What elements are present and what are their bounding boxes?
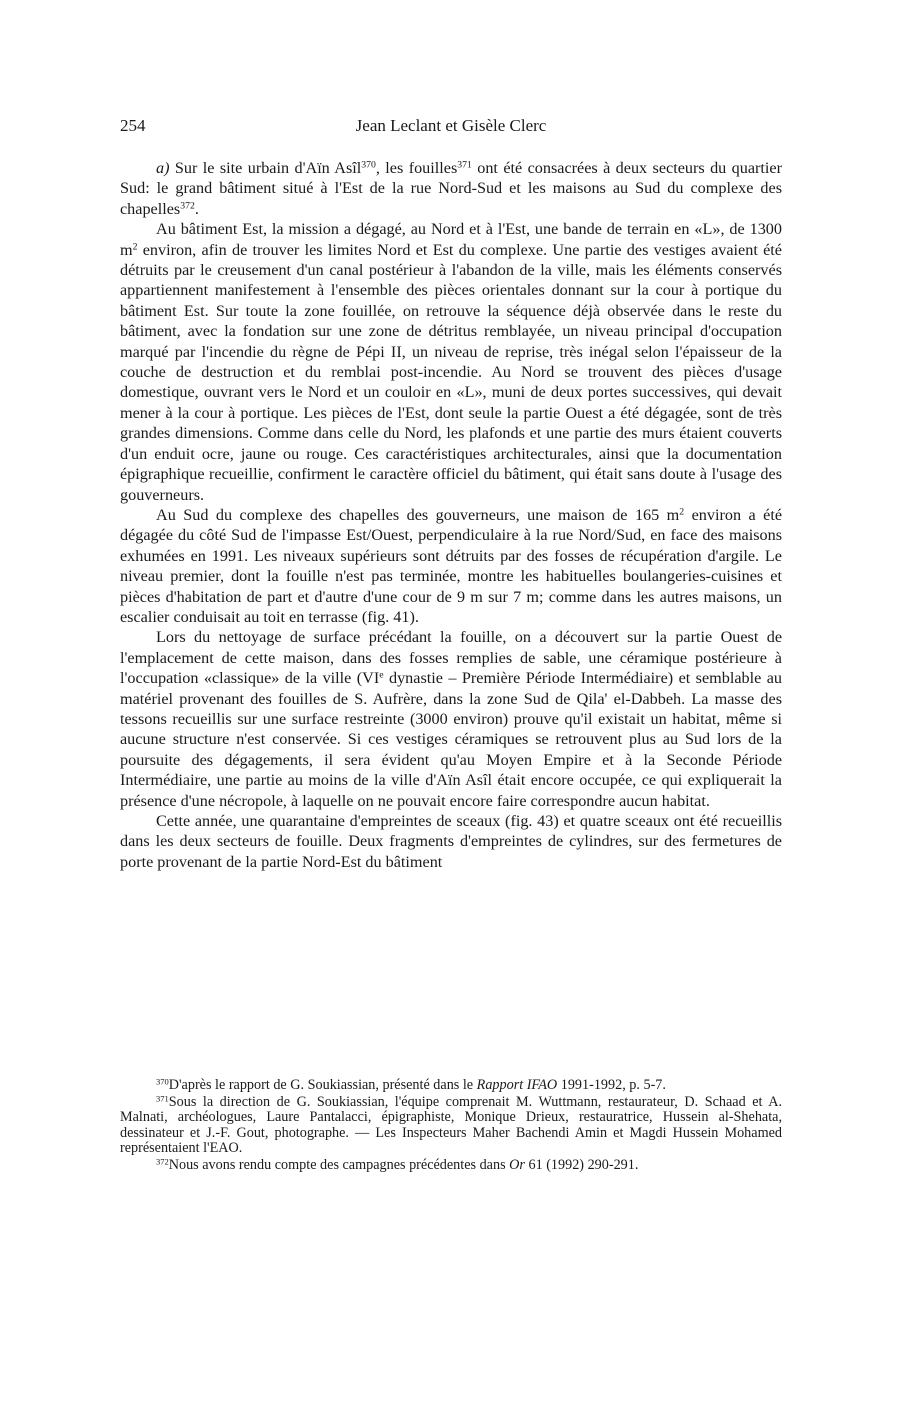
paragraph-5 [120, 811, 782, 872]
text-run: D'après le rapport de G. Soukiassian, présenté dans le [168, 1077, 477, 1093]
journal-title: Or [509, 1156, 525, 1173]
journal-title: Rapport IFAO [476, 1077, 558, 1093]
footnote-370 [120, 1078, 782, 1094]
footnote-371 [120, 1092, 782, 1157]
footnote-ref-370[interactable]: 370 [361, 159, 376, 171]
text-run: Sur le site urbain d'Aïn Asîl [169, 159, 362, 177]
text-run: ont été consacrées à deux secteurs du quartier Sud: le grand bâtiment situé à l'Est de la rue Nord-Sud et les maisons au Sud du complexe des chapelles [120, 159, 782, 218]
text-run: environ a été dégagée du côté Sud de l'impasse Est/Ouest, perpendiculaire à la rue Nord/Sud, en face des maisons exhumées en 1991. Les niveaux supérieurs sont détruits par des fosses de récupération d'argile. Le niveau premier, dont la fouille n'est pas terminée, montre les habituelles boulangeries-cuisines et pièces d'habitation de part et d'autre d'une cour de 9 m sur 7 m; comme dans les autres maisons, un escalier conduisait au toit en terrasse (fig. 41). [120, 505, 783, 626]
paragraph-1 [120, 158, 782, 219]
text-run: Au Sud du complexe des chapelles des gouverneurs, une maison de 165 m [156, 505, 680, 524]
text-run: environ, afin de trouver les limites Nord et Est du complexe. Une partie des vestiges avaient été détruits par le creusement d'un canal postérieur à l'abandon de la ville, mais les éléments conservés appartiennent manifestement à l'ensemble des pièces orientales donnant sur la cour à portique du bâtiment Est. Sur toute la zone fouillée, on retrouve la séquence déjà observée dans le reste du bâtiment, avec la fondation sur une zone de détritus remblayée, un niveau principal d'occupation marqué par l'incendie du règne de Pépi II, un niveau de reprise, très inégal selon l'épaisseur de la couche de destruction et du remblai post-incendie. Au Nord se trouvent des pièces d'usage domestique, ouvrant vers le Nord et un couloir en «L», muni de deux portes successives, qui devait mener à la cour à portique. Les pièces de l'Est, dont seule la partie Ouest a été dégagée, sont de très grandes dimensions. Comme dans celle du Nord, les plafonds et une partie des murs étaient couverts d'un enduit ocre, jaune ou rouge. Ces caractéristiques architecturales, ainsi que la documentation épigraphique recueillie, confirment le caractère officiel du bâtiment, qui était sans doute à l'usage des gouverneurs. [120, 240, 782, 504]
paragraph-3 [120, 505, 782, 627]
footnote-number: 371 [156, 1092, 169, 1103]
text-run: Lors du nettoyage de surface précédant la fouille, on a découvert sur la partie Ouest de l'emplacement de cette maison, dans des fosses remplies de sable, une céramique postérieure à l'occupation «classique» de la ville (VI [120, 628, 782, 688]
superscript: e [379, 669, 384, 681]
footnote-number: 372 [156, 1156, 169, 1167]
text-run: 1991-1992, p. 5-7. [557, 1077, 666, 1093]
footnote-ref-371[interactable]: 371 [457, 159, 472, 171]
text-run: Cette année, une quarantaine d'empreintes de sceaux (fig. 43) et quatre sceaux ont été recueillis dans les deux secteurs de fouille. Deux fragments d'empreintes de cylindres, sur des fermetures de porte provenant de la partie Nord-Est du bâtiment [120, 812, 782, 871]
page-number: 254 [120, 116, 146, 135]
section-label: a) [156, 159, 170, 177]
superscript: 2 [679, 506, 685, 518]
footnote-number: 370 [156, 1076, 169, 1087]
text-run: . [194, 199, 199, 218]
text-run: Au bâtiment Est, la mission a dégagé, au Nord et à l'Est, une bande de terrain en «L», de 1300 m [120, 220, 782, 259]
footnote-372 [120, 1158, 782, 1174]
paragraph-2 [120, 219, 782, 505]
text-run: , les fouilles [375, 159, 458, 177]
paragraph-4 [120, 627, 782, 811]
footnotes [120, 1078, 782, 1175]
text-run: Nous avons rendu compte des campagnes précédentes dans [168, 1156, 510, 1173]
page-header [120, 116, 782, 140]
running-title: Jean Leclant et Gisèle Clerc [355, 116, 547, 135]
text-run: 61 (1992) 290-291. [524, 1156, 639, 1173]
body-text [120, 158, 782, 872]
superscript: 2 [132, 241, 138, 253]
text-run: Sous la direction de G. Soukiassian, l'équipe comprenait M. Wuttmann, restaurateur, D. Schaad et A. Malnati, archéologues, Laure Pantalacci, épigraphiste, Monique Drieux, restauratrice, Hussein al-Shehata, dessinateur et J.-F. Gout, photographe. — Les Inspecteurs Maher Bachendi Amin et Magdi Hussein Mohamed représentaient l'EAO. [120, 1093, 782, 1157]
text-run: dynastie – Première Période Intermédiaire) et semblable au matériel provenant des fouilles de S. Aufrère, dans la zone Sud de Qila' el-Dabbeh. La masse des tessons recueillis sur une surface restreinte (3000 environ) prouve qu'il existait un habitat, même si aucune structure n'est conservée. Si ces vestiges céramiques se retrouvent plus au Sud lors de la poursuite des dégagements, il sera évident qu'au Moyen Empire et à la Seconde Période Intermédiaire, une partie au moins de la ville d'Aïn Asîl était encore occupée, ce qui expliquerait la présence d'une nécropole, à laquelle on ne pouvait encore faire correspondre aucun habitat. [120, 669, 782, 810]
footnote-ref-372[interactable]: 372 [180, 200, 195, 212]
